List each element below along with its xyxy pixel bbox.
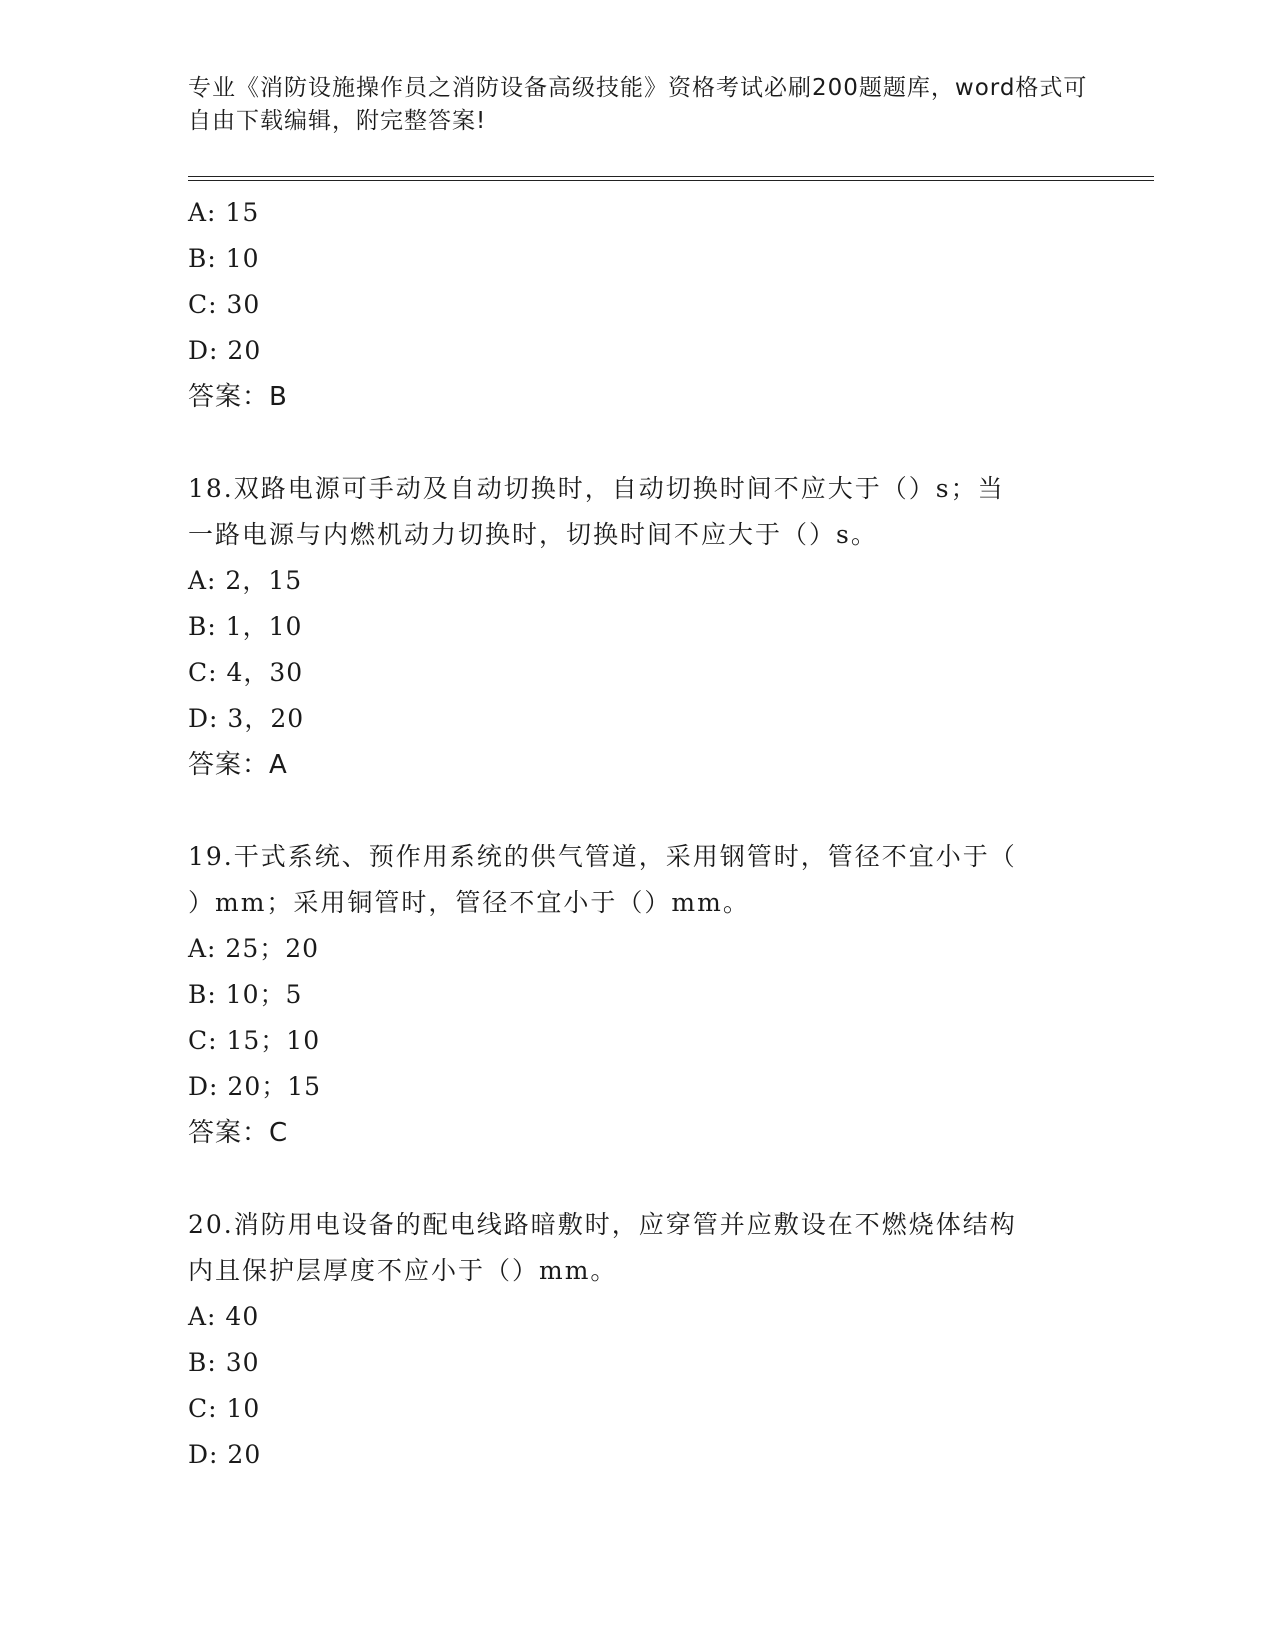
option-b: B: 30 [188,1348,260,1377]
question-list [188,190,1088,1478]
option-c: C: 4，30 [188,658,304,687]
question-text-line: 内且保护层厚度不应小于（）mm。 [188,1256,618,1285]
question-17 [188,190,1088,420]
option-a: A: 15 [188,198,260,227]
option-d: D: 20 [188,1440,262,1469]
option-c: C: 30 [188,290,261,319]
question-text-line: 18.双路电源可手动及自动切换时，自动切换时间不应大于（）s；当 [188,474,1005,503]
spacer [188,1156,1088,1202]
answer: 答案：C [188,1118,289,1148]
option-a: A: 40 [188,1302,260,1331]
option-a: A: 2，15 [188,566,303,595]
question-19 [188,834,1088,1156]
question-18 [188,466,1088,788]
option-c: C: 15；10 [188,1026,321,1055]
question-text-line: ）mm；采用铜管时，管径不宜小于（）mm。 [188,888,750,917]
option-b: B: 10 [188,244,260,273]
option-d: D: 20 [188,336,262,365]
answer: 答案：B [188,382,288,412]
answer: 答案：A [188,750,288,780]
spacer [188,788,1088,834]
question-text-line: 一路电源与内燃机动力切换时，切换时间不应大于（）s。 [188,520,878,549]
spacer [188,420,1088,466]
header-double-rule [188,176,1154,181]
option-d: D: 20；15 [188,1072,322,1101]
option-d: D: 3，20 [188,704,305,733]
document-header: 专业《消防设施操作员之消防设备高级技能》资格考试必刷200题题库，word格式可自由下载编辑，附完整答案! [188,75,1088,134]
option-a: A: 25；20 [188,934,320,963]
option-b: B: 1，10 [188,612,303,641]
question-text-line: 19.干式系统、预作用系统的供气管道，采用钢管时，管径不宜小于（ [188,842,1017,871]
option-c: C: 10 [188,1394,261,1423]
option-b: B: 10；5 [188,980,303,1009]
question-text-line: 20.消防用电设备的配电线路暗敷时，应穿管并应敷设在不燃烧体结构 [188,1210,1017,1239]
question-20 [188,1202,1088,1478]
